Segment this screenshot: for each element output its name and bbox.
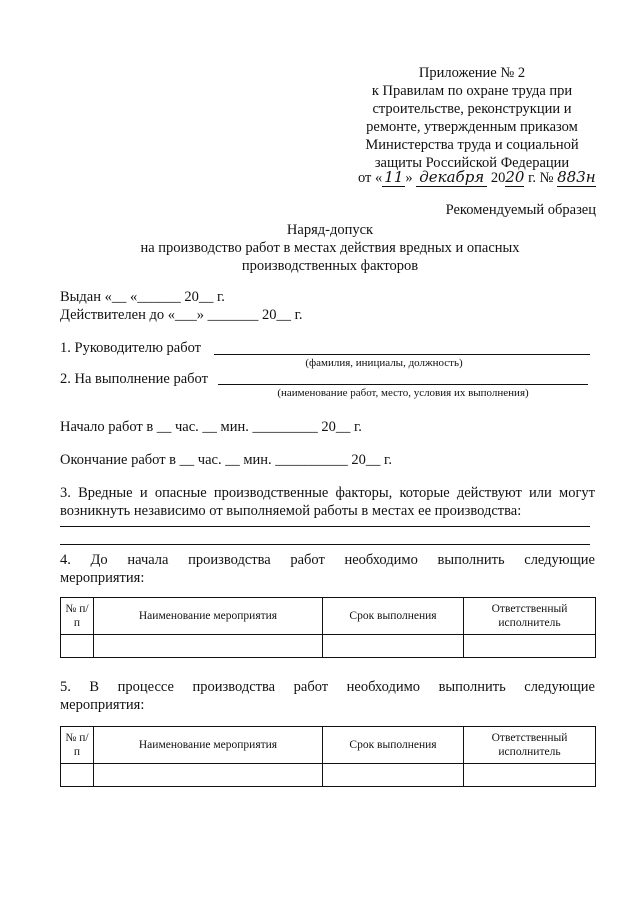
table-cell bbox=[464, 635, 596, 658]
date-year-handwritten: 20 bbox=[505, 168, 525, 186]
item2-hint: (наименование работ, место, условия их выполнения) bbox=[277, 387, 529, 399]
item5-line1: 5. В процессе производства работ необходимо выполнить следующие bbox=[60, 679, 595, 695]
date-month-handwritten: декабря bbox=[416, 168, 487, 187]
col-responsible-header: Ответственный исполнитель bbox=[464, 727, 596, 764]
item3-blank-line-1 bbox=[60, 526, 590, 527]
date-day-handwritten: 11 bbox=[384, 168, 404, 186]
col-num-header: № п/п bbox=[61, 598, 94, 635]
table-row bbox=[61, 764, 596, 787]
table-cell bbox=[61, 635, 94, 658]
measures-table-2 bbox=[60, 726, 596, 787]
appendix-line-2: строительстве, реконструкции и bbox=[372, 101, 572, 117]
recommended-label: Рекомендуемый образец bbox=[445, 202, 596, 218]
appendix-line-5: защиты Российской Федерации bbox=[374, 155, 570, 171]
col-term-header: Срок выполнения bbox=[323, 727, 464, 764]
table-cell bbox=[94, 764, 323, 787]
document-title bbox=[0, 221, 640, 275]
table-cell bbox=[464, 764, 596, 787]
date-prefix: от « bbox=[358, 170, 383, 186]
item5-line2: мероприятия: bbox=[60, 697, 145, 713]
table-cell bbox=[61, 764, 94, 787]
order-date-line bbox=[358, 168, 596, 187]
title-line-2: на производство работ в местах действия вредных и опасных bbox=[140, 240, 520, 256]
table-header-row bbox=[61, 598, 596, 635]
item3-blank-line-2 bbox=[60, 544, 590, 545]
table-header-row bbox=[61, 727, 596, 764]
start-work-field: Начало работ в __ час. __ мин. _________ 20__ г. bbox=[60, 419, 362, 435]
date-year-prefix: 20 bbox=[490, 170, 506, 186]
appendix-block bbox=[352, 64, 592, 172]
col-term-header: Срок выполнения bbox=[323, 598, 464, 635]
appendix-line-4: Министерства труда и социальной bbox=[365, 137, 579, 153]
col-responsible-header: Ответственный исполнитель bbox=[464, 598, 596, 635]
title-line-1: Наряд-допуск bbox=[286, 222, 374, 238]
table-cell bbox=[94, 635, 323, 658]
order-number-handwritten: 883н bbox=[557, 168, 596, 186]
item3-line1: 3. Вредные и опасные производственные факторы, которые действуют или могут bbox=[60, 485, 595, 501]
title-line-3: производственных факторов bbox=[241, 258, 419, 274]
item4-line1: 4. До начала производства работ необходимо выполнить следующие bbox=[60, 552, 595, 568]
measures-table-1 bbox=[60, 597, 596, 658]
date-mid: » bbox=[405, 170, 413, 186]
col-name-header: Наименование мероприятия bbox=[94, 727, 323, 764]
appendix-title: Приложение № 2 bbox=[418, 65, 526, 81]
appendix-line-3: ремонте, утвержденным приказом bbox=[366, 119, 578, 135]
end-work-field: Окончание работ в __ час. __ мин. __________ 20__ г. bbox=[60, 452, 392, 468]
valid-until-field: Действителен до «___» _______ 20__ г. bbox=[60, 307, 303, 323]
table-cell bbox=[323, 764, 464, 787]
date-suffix: г. № bbox=[528, 170, 554, 186]
item1-underline bbox=[214, 354, 590, 355]
item2-underline bbox=[218, 384, 588, 385]
appendix-line-1: к Правилам по охране труда при bbox=[371, 83, 573, 99]
item2-label: 2. На выполнение работ bbox=[60, 371, 208, 387]
item1-label: 1. Руководителю работ bbox=[60, 340, 202, 356]
col-num-header: № п/п bbox=[61, 727, 94, 764]
item4-line2: мероприятия: bbox=[60, 570, 145, 586]
table-cell bbox=[323, 635, 464, 658]
item3-line2: возникнуть независимо от выполняемой работы в местах ее производства: bbox=[60, 503, 522, 519]
col-name-header: Наименование мероприятия bbox=[94, 598, 323, 635]
issued-field: Выдан «__ «______ 20__ г. bbox=[60, 289, 225, 305]
table-row bbox=[61, 635, 596, 658]
item1-hint: (фамилия, инициалы, должность) bbox=[305, 357, 463, 369]
